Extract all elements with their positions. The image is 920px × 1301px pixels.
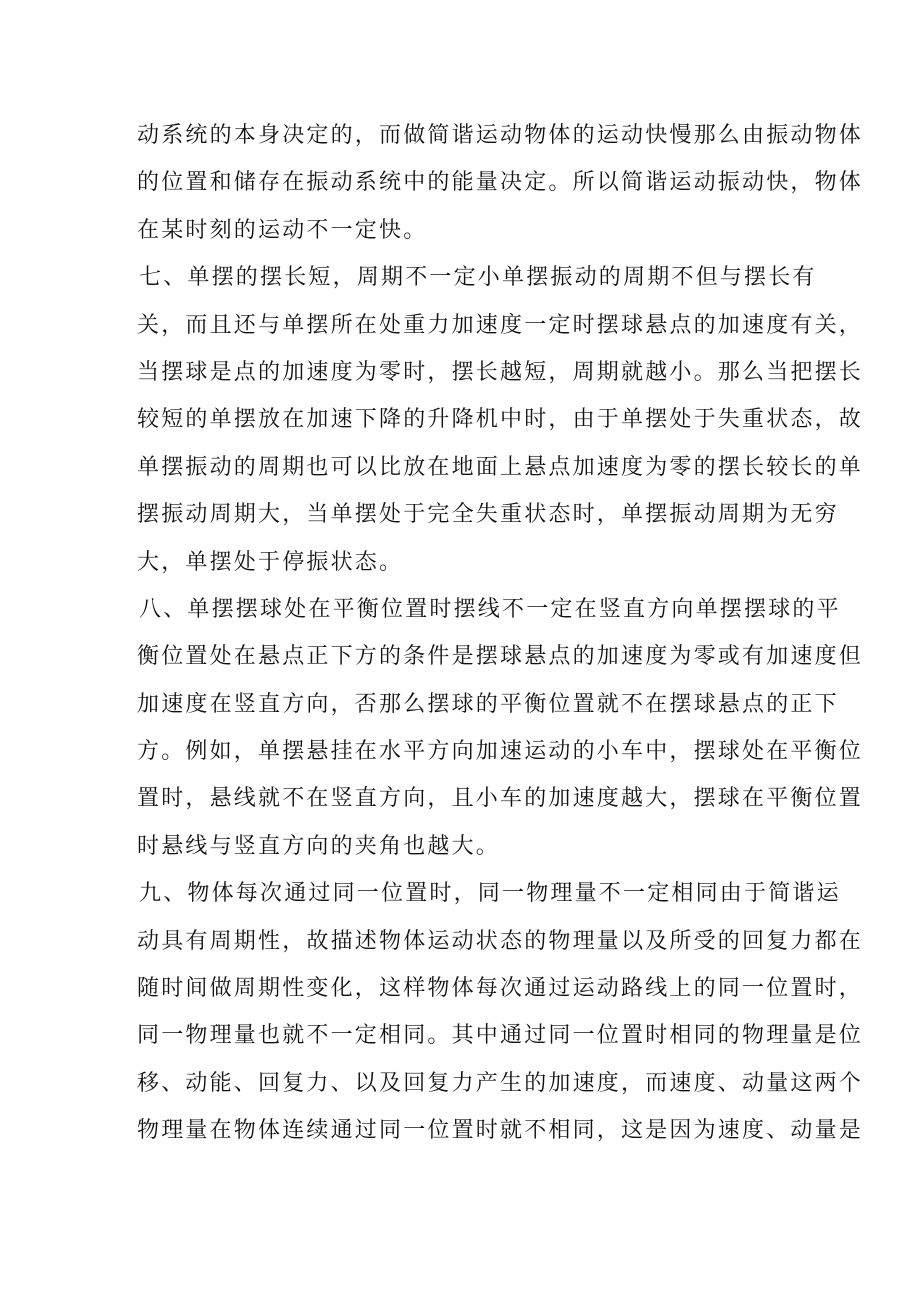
text-line: 较短的单摆放在加速下降的升降机中时，由于单摆处于失重状态，故 [137, 407, 864, 433]
text-line: 摆振动周期大，当单摆处于完全失重状态时，单摆振动周期为无穷 [137, 502, 839, 528]
text-line: 大，单摆处于停振状态。 [137, 549, 404, 575]
text-line: 关，而且还与单摆所在处重力加速度一定时摆球悬点的加速度有关， [137, 312, 864, 338]
text-line: 加速度在竖直方向，否那么摆球的平衡位置就不在摆球悬点的正下 [137, 691, 839, 717]
text-line: 单摆振动的周期也可以比放在地面上悬点加速度为零的摆长较长的单 [137, 454, 864, 480]
text-line: 置时，悬线就不在竖直方向，且小车的加速度越大，摆球在平衡位置 [137, 786, 864, 812]
text-line: 移、动能、回复力、以及回复力产生的加速度，而速度、动量这两个 [137, 1070, 864, 1096]
text-line: 时悬线与竖直方向的夹角也越大。 [137, 833, 501, 859]
text-line: 方。例如，单摆悬挂在水平方向加速运动的小车中，摆球处在平衡位 [137, 739, 864, 765]
text-line: 物理量在物体连续通过同一位置时就不相同，这是因为速度、动量是 [137, 1118, 864, 1144]
text-line: 当摆球是点的加速度为零时，摆长越短，周期就越小。那么当把摆长 [137, 359, 864, 385]
text-line: 动具有周期性，故描述物体运动状态的物理量以及所受的回复力都在 [137, 928, 864, 954]
section-9-heading-line: 九、物体每次通过同一位置时，同一物理量不一定相同由于简谐运 [139, 881, 841, 907]
text-line: 同一物理量也就不一定相同。其中通过同一位置时相同的物理量是位 [137, 1023, 864, 1049]
text-line: 随时间做周期性变化，这样物体每次通过运动路线上的同一位置时， [137, 976, 864, 1002]
body-text [137, 112, 864, 1155]
text-line: 衡位置处在悬点正下方的条件是摆球悬点的加速度为零或有加速度但 [137, 644, 864, 670]
text-line: 的位置和储存在振动系统中的能量决定。所以简谐运动振动快，物体 [137, 170, 864, 196]
section-7-heading-line: 七、单摆的摆长短，周期不一定小单摆振动的周期不但与摆长有 [139, 265, 817, 291]
section-8-heading-line: 八、单摆摆球处在平衡位置时摆线不一定在竖直方向单摆摆球的平 [139, 596, 841, 622]
text-line: 动系统的本身决定的，而做简谐运动物体的运动快慢那么由振动物体 [137, 123, 864, 148]
text-line: 在某时刻的运动不一定快。 [137, 217, 428, 243]
